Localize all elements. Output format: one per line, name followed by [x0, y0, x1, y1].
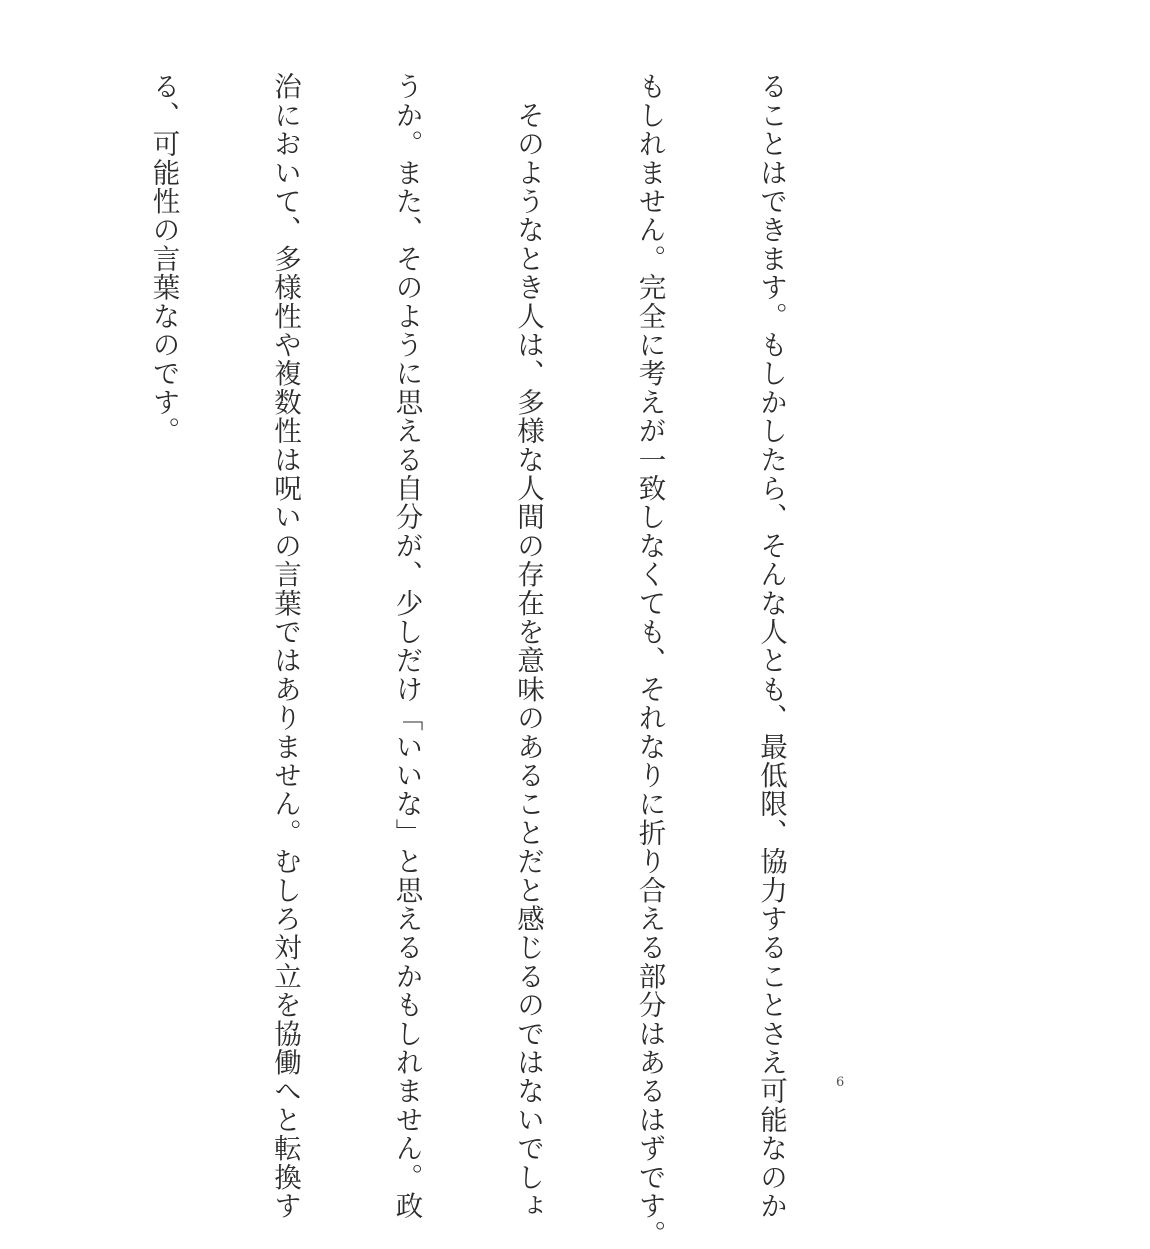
text-line: る、可能性の言葉なのです。: [147, 72, 180, 446]
vertical-body-text: [0, 72, 872, 1249]
page-number: 6: [836, 1075, 845, 1090]
text-line: ることはできます。もしかしたら、そんな人とも、最低限、協力することさえ可能なのか: [755, 72, 787, 1220]
paragraph-gap: [22, 72, 63, 972]
text-line: 治において、多様性や複数性は呪いの言葉ではありません。むしろ対立を協働へと転換す: [269, 72, 301, 1220]
text-line: うか。また、そのように思える自分が、少しだけ「いいな」と思えるかもしれません。政: [390, 72, 423, 1220]
text-line: もしれません。完全に考えが一致しなくても、それなりに折り合える部分はあるはずです。: [633, 72, 666, 1249]
text-line: そのようなとき人は、多様な人間の存在を意味のあることだと感じるのではないでしょ: [512, 72, 544, 1220]
